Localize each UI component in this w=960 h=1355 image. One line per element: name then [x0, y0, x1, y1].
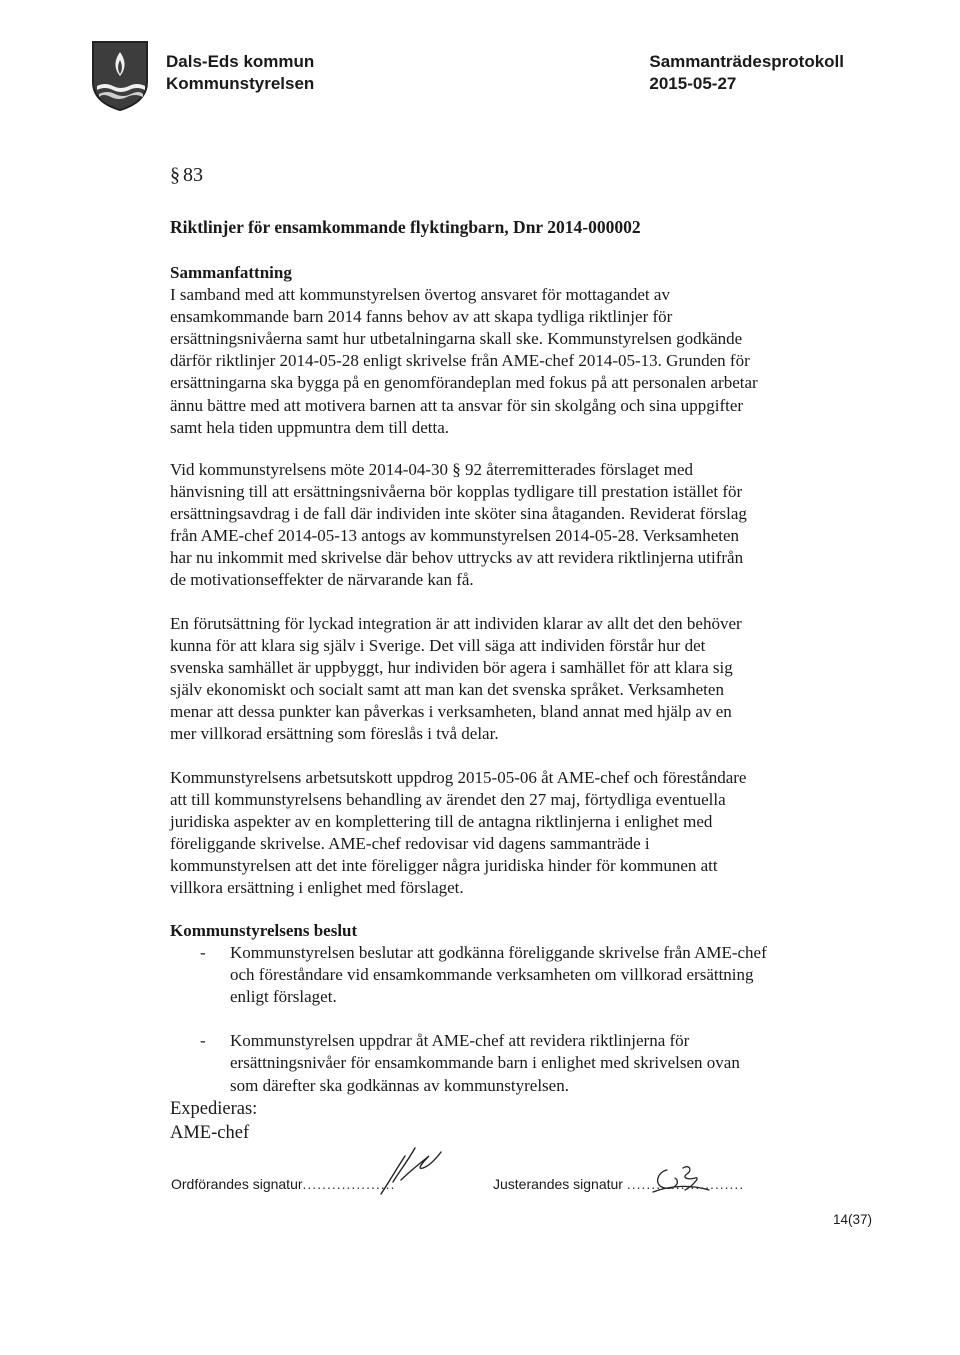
bullet-dash: -: [200, 943, 206, 963]
decision-line: enligt förslaget.: [230, 987, 337, 1007]
summary-line: ersättningsnivåerna samt hur utbetalningarna skall ske. Kommunstyrelsen godkände: [170, 329, 743, 349]
paragraph-line: att till kommunstyrelsens behandling av ärendet den 27 maj, förtydliga eventuella: [170, 790, 726, 810]
adjuster-signature-label: Justerandes signatur: [493, 1176, 623, 1192]
chair-handwritten-signature: [375, 1138, 445, 1198]
chair-signature-line: [171, 1176, 395, 1192]
paragraph-line: själv ekonomiskt och socialt samt att man kan det svenska språket. Verksamheten: [170, 680, 724, 700]
distribution-recipient: AME-chef: [170, 1123, 250, 1143]
summary-line: därför riktlinjer 2014-05-28 enligt skrivelse från AME-chef 2014-05-13. Grunden för: [170, 351, 750, 371]
decision-list: [170, 942, 870, 1097]
section-number: [170, 164, 203, 187]
paragraph-line: har nu inkommit med skrivelse där behov uttrycks av att revidera riktlinjerna utifrån: [170, 548, 744, 568]
paragraph-line: villkora ersättning i enlighet med förslaget.: [170, 878, 464, 898]
paragraph-line: föreliggande skrivelse. AME-chef redovisar vid dagens sammanträde i: [170, 834, 650, 854]
signature-dots: ........................: [626, 1176, 745, 1192]
summary-line: samt hela tiden uppmuntra dem till detta.: [170, 417, 450, 437]
distribution-block: [170, 1097, 257, 1145]
document-type: Sammanträdesprotokoll: [649, 52, 844, 71]
decision-line: och föreståndare vid ensamkommande verksamheten om villkorad ersättning: [230, 965, 754, 985]
decision-item: [170, 1030, 870, 1096]
paragraph-line: kunna för att klara sig själv i Sverige. Det vill säga att individen förstår hur det: [170, 636, 706, 656]
paragraph-line: hänvisning till att ersättningsnivåerna bör kopplas tydligare till prestation istället för: [170, 482, 743, 502]
decision-heading: Kommunstyrelsens beslut: [170, 921, 358, 940]
paragraph-line: från AME-chef 2014-05-13 antogs av kommunstyrelsen 2014-05-28. Verksamheten: [170, 526, 740, 546]
summary-line: ännu bättre med att motivera barnen att ta ansvar för sin skolgång och sina uppgifter: [170, 395, 744, 415]
paragraph-line: kommunstyrelsen att det inte föreligger några juridiska hinder för kommunen att: [170, 856, 718, 876]
section-number-value: 83: [183, 164, 203, 186]
bullet-dash: -: [200, 1031, 206, 1051]
paragraph-committee: [170, 767, 870, 900]
paragraph-line: juridiska aspekter av en komplettering till de antagna riktlinjerna i enlighet med: [170, 812, 713, 832]
protocol-block: [649, 51, 844, 95]
decision-line: Kommunstyrelsen beslutar att godkänna föreliggande skrivelse från AME-chef: [230, 943, 767, 963]
summary-line: ensamkommande barn 2014 fanns behov av att skapa tydliga riktlinjer för: [170, 307, 673, 327]
paragraph-line: Kommunstyrelsens arbetsutskott uppdrog 2015-05-06 åt AME-chef och föreståndare: [170, 768, 747, 787]
signature-dots: ...................: [302, 1176, 396, 1192]
paragraph-line: svenska samhället är uppbyggt, hur individen bör agera i samhället för att klara sig: [170, 658, 733, 678]
summary-line: ersättningarna ska bygga på en genomförandeplan med fokus på att personalen arbetar: [170, 373, 758, 393]
adjuster-handwritten-signature: [645, 1162, 715, 1198]
organization-unit: Kommunstyrelsen: [166, 74, 315, 93]
summary-block: [170, 262, 870, 439]
decision-line: som därefter ska godkännas av kommunstyrelsen.: [230, 1075, 569, 1095]
summary-line: I samband med att kommunstyrelsen övertog ansvaret för mottagandet av: [170, 285, 670, 305]
decision-line: Kommunstyrelsen uppdrar åt AME-chef att revidera riktlinjerna för: [230, 1031, 690, 1051]
section-symbol: §: [170, 164, 180, 186]
decision-line: ersättningsnivåer för ensamkommande barn i enlighet med skrivelsen ovan: [230, 1053, 740, 1073]
municipal-coat-of-arms-icon: [91, 40, 149, 112]
paragraph-line: ersättningsavdrag i de fall där individen inte sköter sina åtaganden. Reviderat förslag: [170, 504, 747, 524]
meeting-date: 2015-05-27: [649, 74, 737, 93]
decision-item: [170, 942, 870, 1008]
decision-block: [170, 920, 870, 1097]
page-number: 14(37): [833, 1212, 873, 1227]
summary-heading: Sammanfattning: [170, 263, 292, 282]
chair-signature-label: Ordförandes signatur: [171, 1176, 303, 1192]
paragraph-referral: [170, 459, 870, 592]
paragraph-integration: [170, 613, 870, 746]
paragraph-line: menar att dessa punkter kan påverkas i verksamheten, bland annat med hjälp av en: [170, 702, 732, 722]
paragraph-line: de motivationseffekter de närvarande kan få.: [170, 570, 474, 590]
organization-block: [166, 51, 314, 95]
section-title: Riktlinjer för ensamkommande flyktingbarn, Dnr 2014-000002: [170, 217, 641, 237]
paragraph-line: En förutsättning för lyckad integration är att individen klarar av allt det den behöver: [170, 614, 742, 633]
organization-name: Dals-Eds kommun: [166, 52, 315, 71]
paragraph-line: mer villkorad ersättning som föreslås i två delar.: [170, 724, 499, 744]
distribution-label: Expedieras:: [170, 1099, 258, 1119]
paragraph-line: Vid kommunstyrelsens möte 2014-04-30 § 92 återremitterades förslaget med: [170, 460, 694, 479]
